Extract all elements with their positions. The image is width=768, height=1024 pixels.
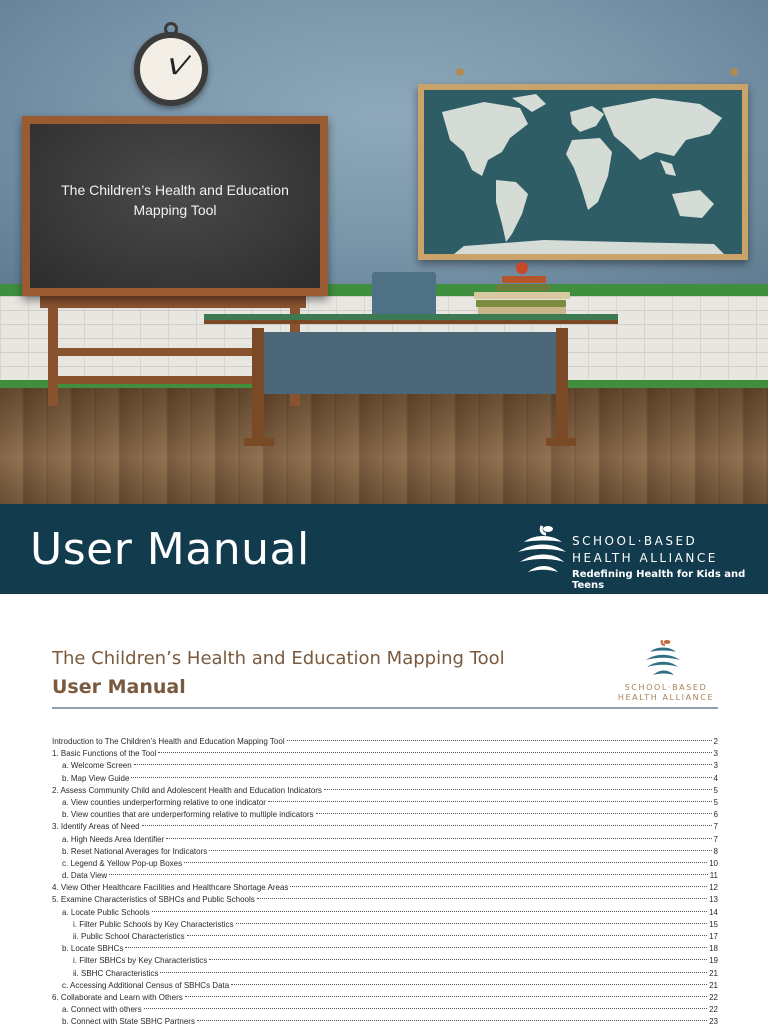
desk-leg (556, 328, 568, 446)
banner-org-line1: SCHOOL·BASED (572, 534, 698, 548)
toc-entry[interactable] (52, 797, 718, 809)
toc-entry-page: 5 (713, 797, 718, 807)
toc-entry-label: a. High Needs Area Identifier (62, 834, 165, 844)
apple-icon (516, 262, 528, 274)
toc-entry-label: d. Data View (62, 871, 108, 881)
toc-entry-page: 2 (713, 737, 718, 746)
toc-entry[interactable] (52, 1004, 718, 1016)
toc-entry-label: a. Connect with others (62, 1005, 142, 1015)
toc-leader-dots (287, 740, 712, 741)
book-stack (474, 276, 570, 314)
toc-entry-page: 12 (709, 883, 718, 893)
toc-leader-dots (316, 813, 712, 814)
chalkboard-title (30, 180, 320, 220)
toc-entry[interactable] (52, 968, 718, 980)
toc-leader-dots (197, 1020, 707, 1021)
toc-entry-label: a. Locate Public Schools (62, 907, 150, 917)
toc-leader-dots (109, 874, 707, 875)
toc-entry-page: 15 (709, 919, 718, 929)
toc-entry-page: 11 (709, 871, 718, 881)
desk-top (204, 314, 618, 324)
toc-leader-dots (187, 935, 707, 936)
toc-leader-dots (166, 838, 711, 839)
toc-leader-dots (160, 972, 707, 973)
toc-entry-page: 22 (709, 992, 718, 1002)
toc-leader-dots (185, 996, 707, 997)
toc-entry-page: 3 (713, 749, 718, 759)
toc-entry-page: 21 (709, 968, 718, 978)
world-map-board (418, 84, 748, 260)
toc-leader-dots (158, 752, 711, 753)
map-hook (456, 68, 464, 76)
toc-entry-label: Introduction to The Children’s Health and Education Mapping Tool (52, 737, 285, 746)
apple-swirl-logo-icon (512, 520, 572, 580)
toc-entry-label: a. Welcome Screen (62, 761, 132, 771)
toc-entry-page: 21 (709, 980, 718, 990)
toc-logo-line1: SCHOOL·BASED (624, 683, 708, 692)
desk-panel (264, 332, 558, 394)
chalkboard-title-line2: Mapping Tool (133, 202, 217, 218)
toc-entry-label: a. View counties underperforming relative to one indicator (62, 797, 266, 807)
toc-entry[interactable] (52, 882, 718, 894)
toc-entry-label: i. Filter SBHCs by Key Characteristics (73, 956, 208, 966)
toc-entry-label: 5. Examine Characteristics of SBHCs and Public Schools (52, 895, 255, 905)
chalkboard-title-line1: The Children’s Health and Education (61, 182, 289, 198)
toc-entry[interactable] (52, 846, 718, 858)
toc-entry-page: 10 (709, 858, 718, 868)
toc-leader-dots (184, 862, 707, 863)
cover-illustration (0, 0, 768, 504)
toc-entry-label: b. Map View Guide (62, 773, 130, 783)
banner-title: User Manual (30, 524, 310, 575)
toc-entry[interactable] (52, 858, 718, 870)
toc-entry[interactable] (52, 955, 718, 967)
toc-entry-label: 2. Assess Community Child and Adolescent Health and Education Indicators (52, 785, 322, 795)
toc-entry[interactable] (52, 736, 718, 748)
world-map-icon (424, 90, 742, 254)
toc-leader-dots (290, 886, 707, 887)
toc-entry-page: 23 (709, 1017, 718, 1024)
title-banner (0, 504, 768, 594)
toc-page-title: The Children’s Health and Education Mapping Tool (52, 648, 505, 669)
toc-entry-page: 8 (713, 846, 718, 856)
toc-entry[interactable] (52, 773, 718, 785)
wall-clock-icon (134, 22, 208, 106)
toc-entry-label: c. Accessing Additional Census of SBHCs Data (62, 980, 230, 990)
toc-entry-page: 5 (713, 785, 718, 795)
toc-entry-label: b. Reset National Averages for Indicators (62, 846, 208, 856)
toc-page-subtitle: User Manual (52, 676, 186, 698)
toc-entry-label: c. Legend & Yellow Pop-up Boxes (62, 858, 183, 868)
toc-entry-label: ii. Public School Characteristics (73, 932, 185, 941)
toc-entry-page: 18 (709, 944, 718, 954)
toc-entry-page: 19 (709, 956, 718, 966)
toc-leader-dots (142, 825, 712, 826)
toc-leader-dots (209, 959, 707, 960)
toc-leader-dots (324, 789, 712, 790)
toc-leader-dots (231, 984, 707, 985)
toc-leader-dots (209, 850, 711, 851)
toc-entry[interactable] (52, 1016, 718, 1024)
toc-logo-line2: HEALTH ALLIANCE (617, 693, 715, 702)
banner-tagline: Redefining Health for Kids and Teens (572, 569, 746, 591)
toc-entry[interactable] (52, 907, 718, 919)
toc-entry[interactable] (52, 992, 718, 1004)
toc-entry-page: 17 (709, 932, 718, 941)
desk-leg (252, 328, 264, 446)
toc-entry-label: i. Filter Public Schools by Key Characteristics (73, 919, 234, 929)
toc-entry-page: 7 (713, 822, 718, 832)
header-divider (52, 707, 718, 709)
toc-entry-label: b. Connect with State SBHC Partners (62, 1017, 195, 1024)
toc-entry[interactable] (52, 821, 718, 833)
toc-leader-dots (144, 1008, 707, 1009)
toc-entry-label: 6. Collaborate and Learn with Others (52, 992, 183, 1002)
easel-rail (40, 296, 306, 308)
toc-entry[interactable] (52, 809, 718, 821)
desk-foot (546, 438, 576, 446)
table-of-contents (52, 736, 718, 1024)
toc-entry-page: 14 (709, 907, 718, 917)
toc-leader-dots (152, 911, 707, 912)
toc-entry-label: 3. Identify Areas of Need (52, 822, 140, 832)
toc-leader-dots (134, 764, 712, 765)
toc-entry[interactable] (52, 919, 718, 931)
desk-foot (244, 438, 274, 446)
wood-floor (0, 388, 768, 504)
toc-entry-label: b. View counties that are underperforming relative to multiple indicators (62, 810, 314, 820)
toc-entry-page: 13 (709, 895, 718, 905)
toc-leader-dots (236, 923, 708, 924)
chair (372, 272, 436, 316)
toc-entry-label: b. Locate SBHCs (62, 944, 124, 954)
toc-leader-dots (125, 947, 707, 948)
toc-entry-page: 3 (713, 761, 718, 771)
toc-entry[interactable] (52, 870, 718, 882)
toc-entry[interactable] (52, 980, 718, 992)
toc-entry-page: 6 (713, 810, 718, 820)
toc-entry[interactable] (52, 760, 718, 772)
toc-leader-dots (268, 801, 712, 802)
toc-entry-label: 1. Basic Functions of the Tool (52, 749, 157, 759)
toc-entry[interactable] (52, 931, 718, 943)
toc-entry[interactable] (52, 834, 718, 846)
map-hook (730, 68, 738, 76)
toc-entry-page: 4 (713, 773, 718, 783)
toc-entry[interactable] (52, 785, 718, 797)
toc-entry-label: ii. SBHC Characteristics (73, 968, 159, 978)
toc-entry[interactable] (52, 748, 718, 760)
toc-entry-page: 7 (713, 834, 718, 844)
banner-org-line2: HEALTH ALLIANCE (572, 551, 718, 565)
toc-entry[interactable] (52, 943, 718, 955)
toc-leader-dots (131, 777, 711, 778)
toc-entry-label: 4. View Other Healthcare Facilities and Healthcare Shortage Areas (52, 883, 289, 893)
toc-entry[interactable] (52, 894, 718, 906)
toc-entry-page: 22 (709, 1005, 718, 1015)
alliance-logo-icon (640, 636, 684, 680)
chalkboard (22, 116, 328, 296)
toc-leader-dots (257, 898, 707, 899)
